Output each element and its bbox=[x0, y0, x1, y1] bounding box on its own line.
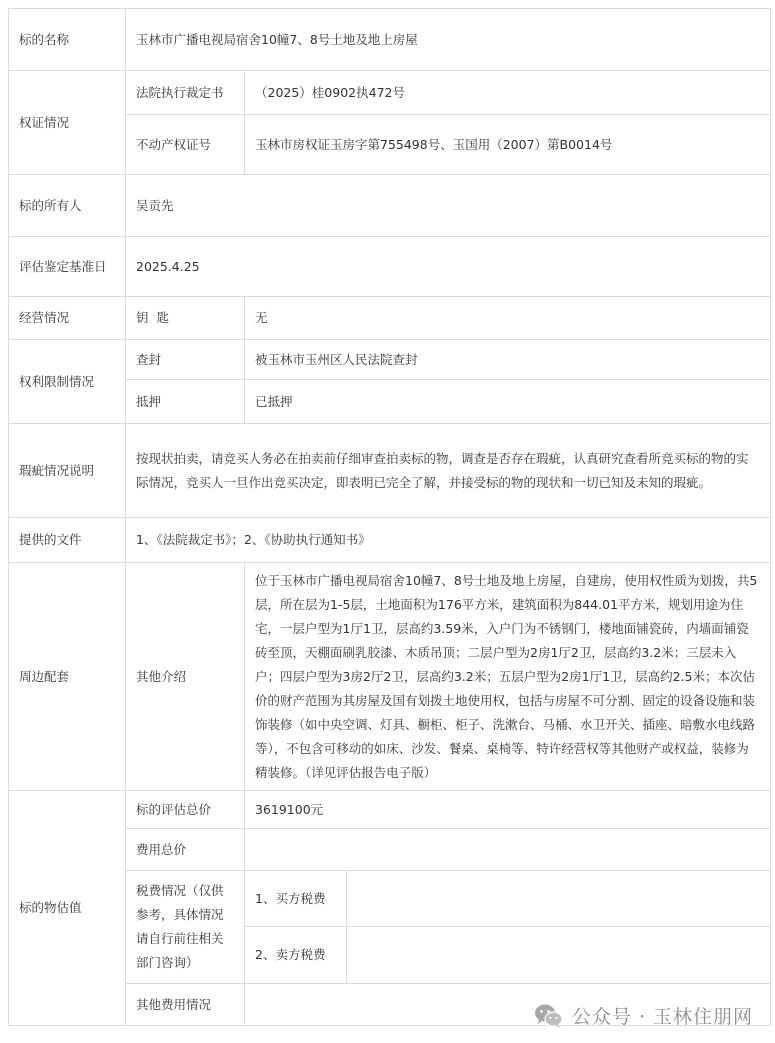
seller-tax-label: 2、卖方税费 bbox=[245, 927, 347, 984]
appraisal-date-value: 2025.4.25 bbox=[126, 237, 771, 297]
title-info-label: 权证情况 bbox=[9, 71, 126, 175]
seller-tax-value bbox=[347, 927, 771, 984]
mortgage-value: 已抵押 bbox=[245, 380, 771, 424]
buyer-tax-value bbox=[347, 871, 771, 927]
seal-value: 被玉林市玉州区人民法院查封 bbox=[245, 340, 771, 380]
restriction-label: 权利限制情况 bbox=[9, 340, 126, 424]
row-surroundings bbox=[9, 563, 771, 791]
fee-total-label: 费用总价 bbox=[126, 829, 245, 871]
property-info-table bbox=[8, 8, 771, 1026]
appraisal-total-label: 标的评估总价 bbox=[126, 791, 245, 829]
wechat-watermark bbox=[534, 1002, 753, 1029]
wechat-icon bbox=[534, 1003, 564, 1029]
tax-info-label: 税费情况（仅供参考，具体情况请自行前往相关部门咨询） bbox=[126, 871, 245, 984]
court-ruling-value: （2025）桂0902执472号 bbox=[245, 71, 771, 115]
name-label: 标的名称 bbox=[9, 9, 126, 71]
defect-label: 瑕疵情况说明 bbox=[9, 424, 126, 518]
fee-total-value bbox=[245, 829, 771, 871]
row-valuation-total bbox=[9, 791, 771, 829]
row-title-court bbox=[9, 71, 771, 115]
other-fee-label: 其他费用情况 bbox=[126, 984, 245, 1026]
key-label: 钥 匙 bbox=[126, 297, 245, 340]
row-appraisal-date bbox=[9, 237, 771, 297]
documents-label: 提供的文件 bbox=[9, 518, 126, 563]
owner-value: 吴贡先 bbox=[126, 175, 771, 237]
seal-label: 查封 bbox=[126, 340, 245, 380]
row-documents bbox=[9, 518, 771, 563]
owner-label: 标的所有人 bbox=[9, 175, 126, 237]
property-cert-label: 不动产权证号 bbox=[126, 115, 245, 175]
defect-value: 按现状拍卖，请竞买人务必在拍卖前仔细审查拍卖标的物，调查是否存在瑕疵，认真研究查看所竞买标的物的实际情况，竞买人一旦作出竞买决定，即表明已完全了解，并接受标的物的现状和一切已知及未知的瑕疵。 bbox=[126, 424, 771, 518]
row-owner bbox=[9, 175, 771, 237]
appraisal-total-value: 3619100元 bbox=[245, 791, 771, 829]
other-intro-label: 其他介绍 bbox=[126, 563, 245, 791]
court-ruling-label: 法院执行裁定书 bbox=[126, 71, 245, 115]
row-name bbox=[9, 9, 771, 71]
name-value: 玉林市广播电视局宿舍10幢7、8号土地及地上房屋 bbox=[126, 9, 771, 71]
row-restriction-seal bbox=[9, 340, 771, 380]
valuation-label: 标的物估值 bbox=[9, 791, 126, 1026]
operation-label: 经营情况 bbox=[9, 297, 126, 340]
buyer-tax-label: 1、买方税费 bbox=[245, 871, 347, 927]
appraisal-date-label: 评估鉴定基准日 bbox=[9, 237, 126, 297]
key-value: 无 bbox=[245, 297, 771, 340]
surroundings-label: 周边配套 bbox=[9, 563, 126, 791]
other-intro-value: 位于玉林市广播电视局宿舍10幢7、8号土地及地上房屋，自建房，使用权性质为划拨，共5层，所在层为1-5层，土地面积为176平方米，建筑面积为844.01平方米，规划用途为住宅，一层户型为1厅1卫，层高约3.59米，入户门为不锈钢门，楼地面铺瓷砖，内墙面铺瓷砖至顶，天棚面刷乳胶漆、木质吊顶；二层户型为2房1厅2卫，层高约3.2米；三层未入户；四层户型为3房2厅2卫，层高约3.2米；五层户型为2房1厅1卫，层高约2.5米；本次估价的财产范围为其房屋及国有划拨土地使用权，包括与房屋不可分割、固定的设备设施和装饰装修（如中央空调、灯具、橱柜、柜子、洗漱台、马桶、水卫开关、插座、暗敷水电线路等），不包含可移动的如床、沙发、餐桌、桌椅等、特许经营权等其他财产或权益，装修为精装修。（详见评估报告电子版） bbox=[245, 563, 771, 791]
mortgage-label: 抵押 bbox=[126, 380, 245, 424]
row-operation bbox=[9, 297, 771, 340]
watermark-text: 公众号 · 玉林住朋网 bbox=[571, 1006, 753, 1028]
row-defect bbox=[9, 424, 771, 518]
property-cert-value: 玉林市房权证玉房字第755498号、玉国用（2007）第B0014号 bbox=[245, 115, 771, 175]
documents-value: 1、《法院裁定书》；2、《协助执行通知书》 bbox=[126, 518, 771, 563]
